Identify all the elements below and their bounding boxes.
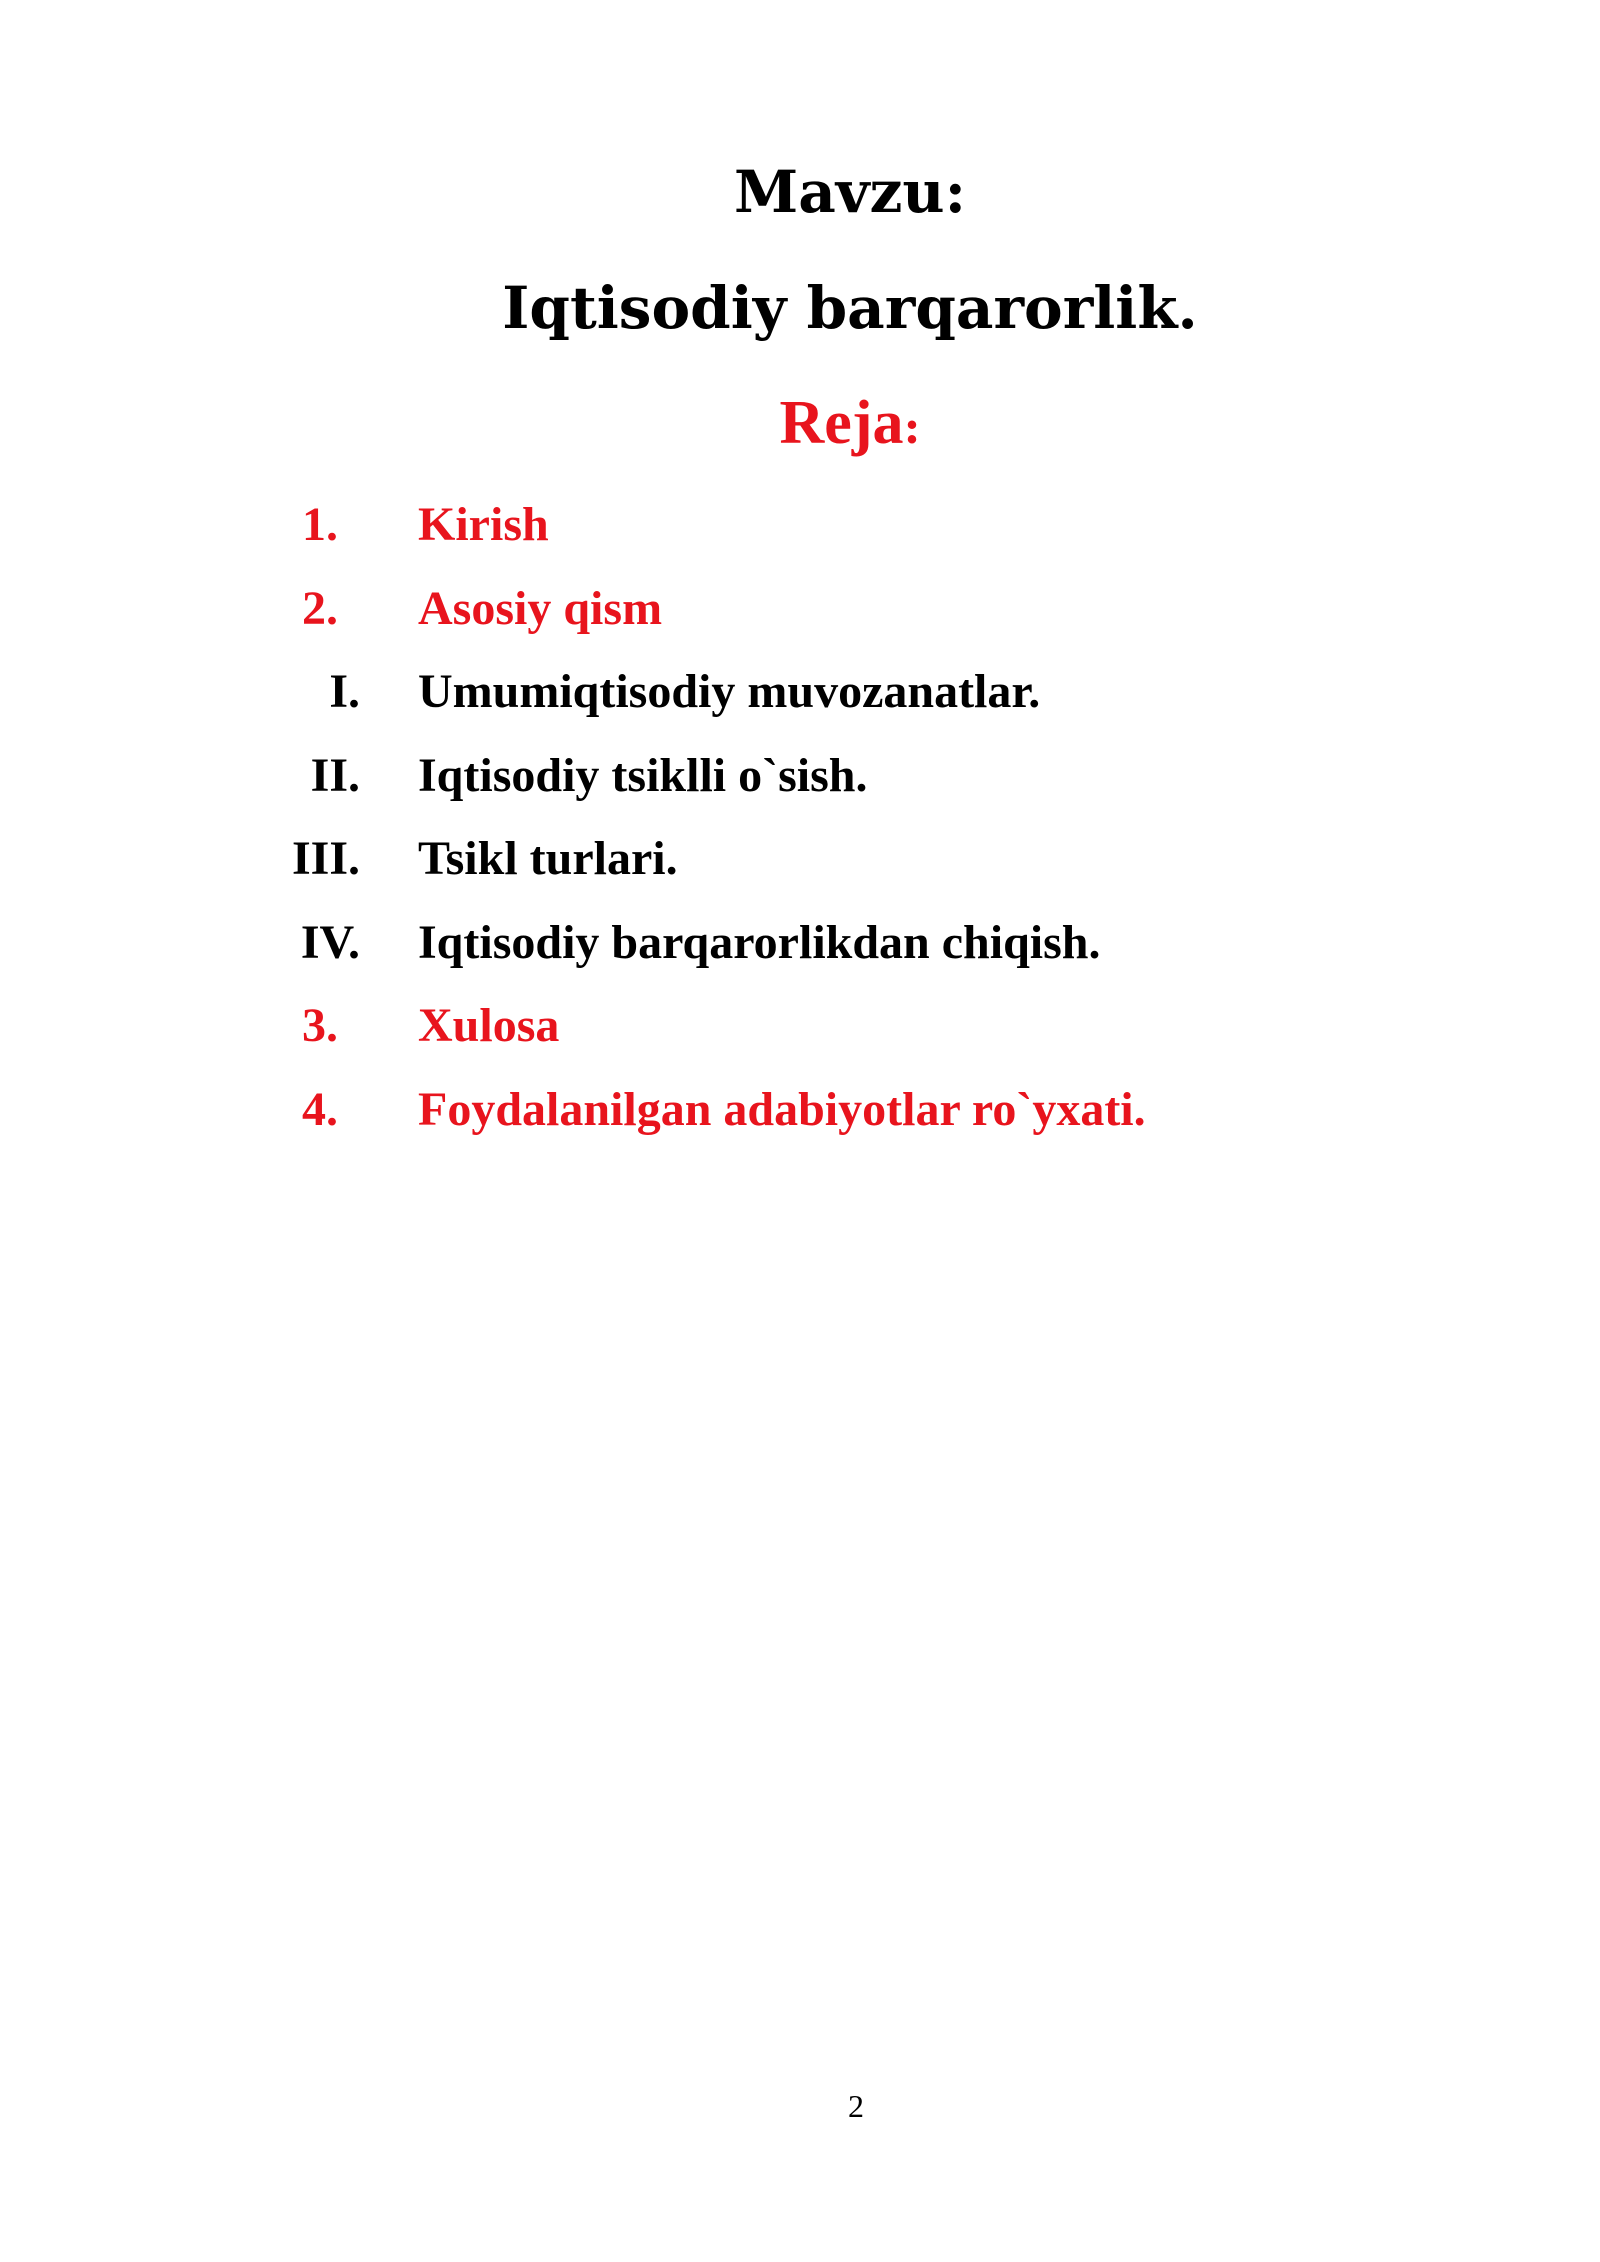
plan-item-intro	[0, 490, 1600, 574]
plan-item-text: Xulosa	[418, 999, 560, 1052]
plan-item-text: Foydalanilgan adabiyotlar ro`yxati.	[418, 1082, 1146, 1136]
plan-subitem-exit-stability	[0, 908, 1600, 992]
page-number: 2	[848, 2088, 864, 2124]
plan-label: Reja	[779, 389, 904, 457]
plan-colon: :	[903, 400, 921, 454]
plan-list	[0, 490, 1600, 1158]
plan-item-main-part	[0, 574, 1600, 658]
plan-subitem-equilibrium	[0, 657, 1600, 741]
plan-item-number: III.	[291, 832, 360, 885]
plan-item-number: 1.	[302, 498, 338, 551]
plan-item-text: Asosiy qism	[418, 581, 663, 635]
plan-item-text: Umumiqtisodiy muvozanatlar.	[418, 665, 1041, 718]
main-title: Iqtisodiy barqarorlik.	[502, 274, 1198, 342]
plan-item-number: 2.	[302, 581, 338, 635]
topic-label: Mavzu:	[734, 158, 966, 226]
plan-item-number: 3.	[302, 999, 338, 1052]
plan-item-text: Tsikl turlari.	[418, 832, 678, 885]
plan-item-text: Iqtisodiy tsiklli o`sish.	[418, 748, 868, 802]
plan-item-number: II.	[310, 748, 360, 802]
plan-item-number: 4.	[302, 1082, 338, 1136]
plan-heading	[0, 383, 1600, 467]
plan-item-references	[0, 1075, 1600, 1159]
plan-subitem-cyclical-growth	[0, 741, 1600, 825]
plan-item-conclusion	[0, 991, 1600, 1075]
plan-item-number: IV.	[300, 915, 360, 969]
plan-item-text: Kirish	[418, 498, 549, 551]
plan-subitem-cycle-types	[0, 824, 1600, 908]
plan-item-text: Iqtisodiy barqarorlikdan chiqish.	[418, 915, 1101, 969]
plan-item-number: I.	[329, 665, 360, 718]
